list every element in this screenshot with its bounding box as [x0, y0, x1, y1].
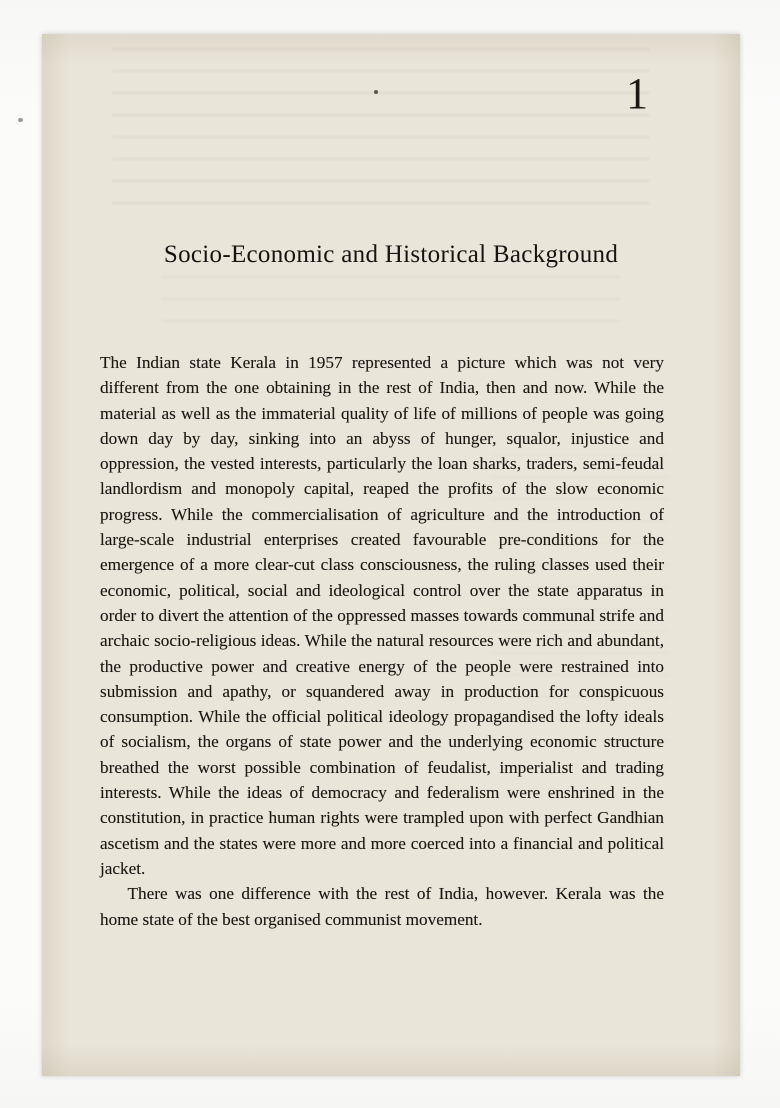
- body-paragraph: The Indian state Kerala in 1957 represented a picture which was not very different from the one obtaining in the rest of India, then and now. While the material as well as the immaterial quality of life of millions of people was going down day by day, sinking into an abyss of hunger, squalor, injustice and oppression, the vested interests, particularly the loan sharks, traders, semi-feudal landlordism and monopoly capital, reaped the profits of the slow economic progress. While the commercialisation of agriculture and the introduction of large-scale industrial enterprises created favourable pre-conditions for the emergence of a more clear-cut class consciousness, the ruling classes used their economic, political, social and ideological control over the state apparatus in order to divert the attention of the oppressed masses towards communal strife and archaic socio-religious ideas. While the natural resources were rich and abundant, the productive power and creative energy of the people were restrained into submission and apathy, or squandered away in production for conspicuous consumption. While the official political ideology propagandised the lofty ideals of socialism, the organs of state power and the underlying economic structure breathed the worst possible combination of feudalist, imperialist and trading interests. While the ideas of democracy and federalism were enshrined in the constitution, in practice human rights were trampled upon with perfect Gandhian ascetism and the states were more and more coerced into a financial and political jacket.: [100, 353, 664, 878]
- scan-speck: [374, 90, 378, 94]
- body-paragraph: There was one difference with the rest of India, however. Kerala was the home state of the best organised communist movement.: [100, 884, 664, 929]
- page-body: [100, 350, 664, 932]
- chapter-title: Socio-Economic and Historical Background: [163, 240, 619, 268]
- chapter-number: 1: [626, 69, 648, 118]
- ink-bleed-through-top: [112, 48, 650, 224]
- scan-speck: [18, 118, 23, 122]
- book-page: [42, 34, 740, 1076]
- ink-bleed-through-middle: [162, 276, 620, 342]
